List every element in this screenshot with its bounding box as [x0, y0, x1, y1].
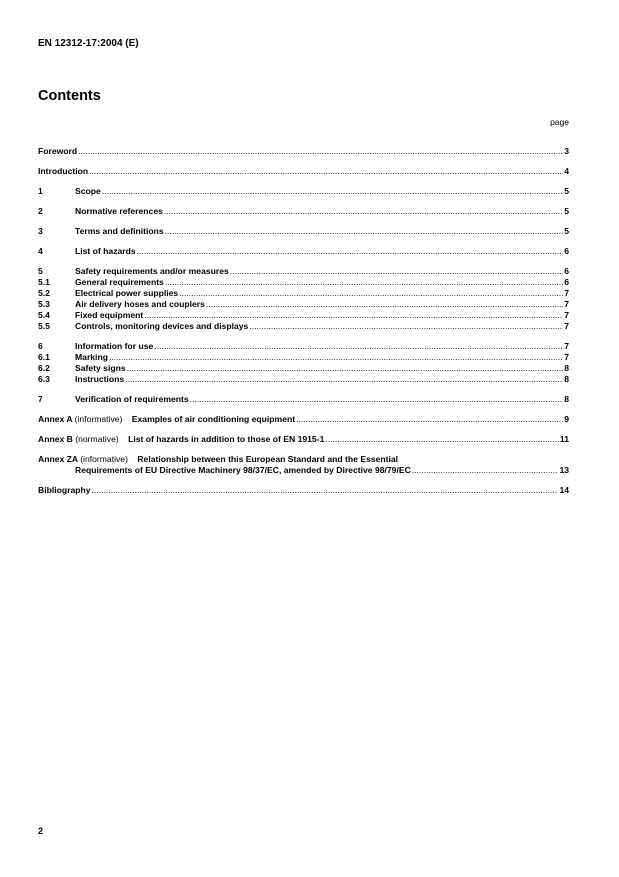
leader-dots	[412, 465, 559, 476]
toc-page-number: 7	[564, 352, 569, 362]
footer-page-number: 2	[38, 826, 44, 836]
toc-entry-annex-za-line2[interactable]	[38, 465, 569, 476]
toc-entry[interactable]	[38, 299, 569, 310]
toc-page-number: 4	[564, 166, 569, 176]
toc-page-number: 3	[564, 146, 569, 156]
annex-qualifier: (normative)	[75, 434, 119, 444]
leader-dots	[127, 363, 564, 374]
toc-section-number: 5.3	[38, 299, 50, 309]
toc-page-number: 7	[564, 288, 569, 298]
toc-entry-annex-b[interactable]	[38, 434, 569, 445]
toc-entry-title: Fixed equipment	[75, 310, 144, 320]
toc-page-number: 8	[564, 394, 569, 404]
toc-entry-title: Introduction	[38, 166, 89, 176]
toc-section-number: 6.3	[38, 374, 50, 384]
leader-dots	[144, 310, 563, 321]
toc-entry-annex-za-line1[interactable]	[38, 454, 569, 465]
toc-entry-title: Information for use	[75, 341, 154, 351]
leader-dots	[92, 485, 559, 496]
toc-page-number: 7	[564, 341, 569, 351]
toc-entry-title: Scope	[75, 186, 101, 196]
toc-page-number: 7	[564, 310, 569, 320]
annex-title-continued: Requirements of EU Directive Machinery 98/37/EC, amended by Directive 98/79/EC	[75, 465, 411, 475]
annex-qualifier: (informative)	[80, 454, 128, 464]
leader-dots	[165, 277, 563, 288]
toc-section-number: 1	[38, 186, 43, 196]
toc-entry[interactable]	[38, 288, 569, 299]
leader-dots	[109, 352, 563, 363]
leader-dots	[154, 341, 563, 352]
toc-page-number: 6	[564, 266, 569, 276]
toc-page-number: 6	[564, 277, 569, 287]
toc-entry-title: Electrical power supplies	[75, 288, 179, 298]
leader-dots	[165, 226, 564, 237]
leader-dots	[164, 206, 563, 217]
toc-page-number: 8	[564, 363, 569, 373]
toc-entry[interactable]	[38, 277, 569, 288]
annex-title: List of hazards in addition to those of EN 1915-1	[128, 434, 325, 444]
toc-page-number: 13	[559, 465, 569, 475]
toc-page-number: 5	[564, 206, 569, 216]
table-of-contents	[38, 146, 569, 496]
leader-dots	[296, 414, 563, 425]
toc-entry[interactable]	[38, 352, 569, 363]
toc-entry-title: Controls, monitoring devices and displays	[75, 321, 249, 331]
toc-section-number: 3	[38, 226, 43, 236]
toc-section-number: 5.2	[38, 288, 50, 298]
leader-dots	[102, 186, 563, 197]
toc-entry-title: Safety signs	[75, 363, 126, 373]
toc-entry[interactable]	[38, 226, 569, 237]
toc-entry-title: General requirements	[75, 277, 164, 287]
toc-entry[interactable]	[38, 186, 569, 197]
toc-entry[interactable]	[38, 246, 569, 257]
toc-section-number: 6.2	[38, 363, 50, 373]
toc-entry-title: Verification of requirements	[75, 394, 189, 404]
leader-dots	[78, 146, 563, 157]
toc-section-number: 4	[38, 246, 43, 256]
toc-entry-title: Marking	[75, 352, 108, 362]
toc-entry-title: Safety requirements and/or measures	[75, 266, 229, 276]
toc-entry[interactable]	[38, 394, 569, 405]
annex-title: Relationship between this European Standard and the Essential	[137, 454, 399, 464]
annex-label: Annex ZA	[38, 454, 78, 464]
leader-dots	[89, 166, 563, 177]
toc-section-number: 5	[38, 266, 43, 276]
standard-id-header: EN 12312-17:2004 (E)	[38, 38, 139, 49]
toc-section-number: 6	[38, 341, 43, 351]
toc-section-number: 5.1	[38, 277, 50, 287]
toc-entry-title: Terms and definitions	[75, 226, 164, 236]
contents-heading: Contents	[38, 88, 101, 104]
annex-qualifier: (informative)	[74, 414, 123, 424]
toc-page-number: 5	[564, 186, 569, 196]
toc-page-number: 7	[564, 299, 569, 309]
toc-section-number: 5.5	[38, 321, 50, 331]
annex-label: Annex B	[38, 434, 73, 444]
toc-page-number: 11	[559, 434, 569, 444]
toc-section-number: 2	[38, 206, 43, 216]
leader-dots	[125, 374, 563, 385]
toc-page-number: 5	[564, 226, 569, 236]
toc-page-number: 8	[564, 374, 569, 384]
toc-entry-title: Instructions	[75, 374, 125, 384]
page-column-label: page	[550, 117, 569, 127]
annex-title: Examples of air conditioning equipment	[131, 414, 296, 424]
toc-entry[interactable]	[38, 266, 569, 277]
toc-section-number: 6.1	[38, 352, 50, 362]
leader-dots	[249, 321, 563, 332]
leader-dots	[190, 394, 564, 405]
toc-entry-title: List of hazards	[75, 246, 136, 256]
toc-entry-bibliography[interactable]	[38, 485, 569, 496]
toc-entry[interactable]	[38, 363, 569, 374]
leader-dots	[230, 266, 563, 277]
leader-dots	[179, 288, 563, 299]
toc-entry[interactable]	[38, 146, 569, 157]
toc-entry[interactable]	[38, 341, 569, 352]
toc-entry[interactable]	[38, 374, 569, 385]
leader-dots	[137, 246, 564, 257]
toc-page-number: 6	[564, 246, 569, 256]
leader-dots	[325, 434, 559, 445]
toc-entry[interactable]	[38, 321, 569, 332]
toc-entry-title: Bibliography	[38, 485, 91, 495]
toc-page-number: 14	[559, 485, 569, 495]
toc-page-number: 9	[564, 414, 569, 424]
annex-label: Annex A	[38, 414, 73, 424]
leader-dots	[206, 299, 563, 310]
toc-entry-title: Normative references	[75, 206, 163, 216]
toc-section-number: 7	[38, 394, 43, 404]
toc-entry-title: Air delivery hoses and couplers	[75, 299, 205, 309]
toc-entry-title: Foreword	[38, 146, 78, 156]
toc-section-number: 5.4	[38, 310, 50, 320]
toc-entry[interactable]	[38, 310, 569, 321]
toc-entry[interactable]	[38, 206, 569, 217]
toc-entry[interactable]	[38, 166, 569, 177]
toc-page-number: 7	[564, 321, 569, 331]
toc-entry-annex-a[interactable]	[38, 414, 569, 425]
